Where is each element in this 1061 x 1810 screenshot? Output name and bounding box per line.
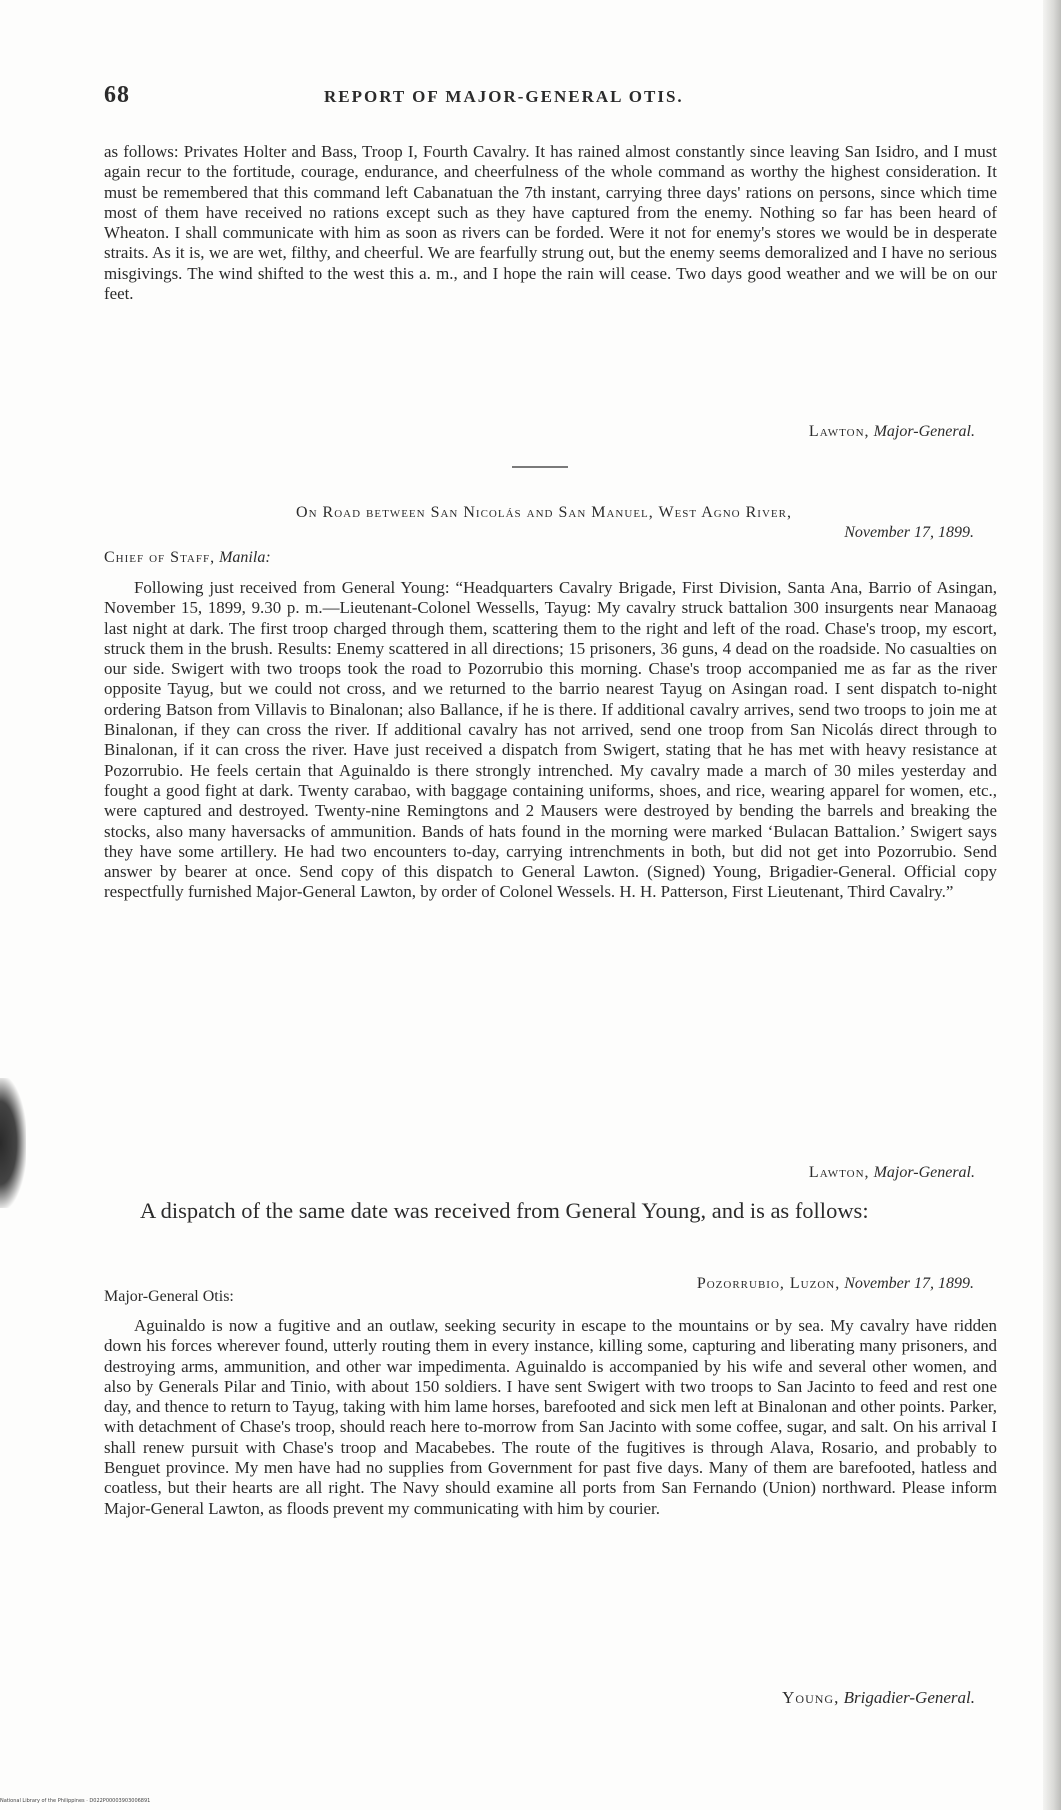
continued-paragraph: as follows: Privates Holter and Bass, Troop I, Fourth Cavalry. It has rained almost constantly since leaving San Isidro, and I must again recur to the fortitude, courage, endurance, and cheerfulness of the whole command as worthy the highest consideration. It must be remembered that this command left Cabanatuan the 7th instant, carrying three days' rations on persons, since which time most of them have received no rations except such as they have captured from the enemy. Nothing so far has been heard of Wheaton. I shall communicate with him as soon as rivers can be forded. Were it not for enemy's stores we would be in desperate straits. As it is, we are wet, filthy, and cheerful. We are fearfully strung out, but the enemy seems demoralized and I have no serious misgivings. The wind shifted to the west this a. m., and I hope the rain will cease. Two days good weather and we will be on our feet. [104, 142, 997, 304]
scan-edge-shadow [1043, 0, 1061, 1810]
dispatch-paragraph-young-2: Aguinaldo is now a fugitive and an outlaw, seeking security in escape to the mountains or by sea. My cavalry have ridden down his forces wherever found, utterly routing them in every instance, killing some, capturing and liberating many prisoners, and destroying arms, ammunition, and other war impedimenta. Aguinaldo is accompanied by his wife and several other women, and also by Generals Pilar and Tinio, with about 150 soldiers. I have sent Swigert with two troops to San Jacinto to feed and rest one day, and thence to return to Tayug, taking with him lame horses, barefooted and sick men left at Binalonan and other points. Parker, with detachment of Chase's troop, should reach here to-morrow from San Jacinto with some coffee, sugar, and salt. On his arrival I shall renew pursuit with Chase's troop and Macabebes. The route of the fugitives is through Alava, Rosario, and probably to Benguet province. My men have had no supplies from Government for past five days. Many of them are barefooted, hatless and coatless, but their hearts are all right. The Navy should examine all ports from San Fernando (Union) northward. Please inform Major-General Lawton, as floods prevent my communicating with him by courier. [104, 1316, 997, 1518]
section-divider [512, 466, 568, 468]
signature-title: Major-General. [873, 423, 975, 440]
signature-young [782, 1688, 975, 1708]
signature-lawton-2 [809, 1164, 975, 1182]
binding-thumb-shadow [0, 1078, 26, 1208]
addressee-otis: Major-General Otis: [104, 1288, 234, 1305]
signature-name: Lawton, [808, 1164, 870, 1181]
signature-title: Major-General. [873, 1164, 975, 1181]
addressee: Chief of Staff, Manila: [104, 549, 271, 566]
signature-title: Brigadier-General. [843, 1688, 975, 1707]
running-title: REPORT OF MAJOR-GENERAL OTIS. [324, 87, 684, 106]
signature-lawton-1 [809, 423, 975, 441]
library-footer: National Library of the Philippines · D022P00003903006891 [0, 1798, 151, 1804]
signature-name: Young, [782, 1688, 840, 1707]
page-number: 68 [104, 82, 130, 108]
signature-name: Lawton, [808, 423, 870, 440]
dispatch-paragraph-young-1: Following just received from General Young: “Headquarters Cavalry Brigade, First Division, Santa Ana, Barrio of Asingan, November 15, 1899, 9.30 p. m.—Lieutenant-Colonel Wessells, Tayug: My cavalry struck battalion 300 insurgents near Manaoag last night at dark. The first troop charged through them, scattering them to the right and left of the road. Chase's troop, my escort, struck them in the brush. Results: Enemy scattered in all directions; 15 prisoners, 36 guns, 4 dead on the roadside. No casualties on our side. Swigert with two troops took the road to Pozorrubio this morning. Chase's troop accompanied me as far as the river opposite Tayug, but we could not cross, and we returned to the barrio nearest Tayug on Asingan road. I sent dispatch to-night ordering Batson from Villavis to Binalonan; also Ballance, if he is there. If additional cavalry arrives, send two troops to join me at Binalonan, if they can cross the river. If additional cavalry has not arrived, send one troop from San Nicolás direct through to Binalonan, if it can cross the river. Have just received a dispatch from Swigert, stating that he has met with heavy resistance at Pozorrubio. He feels certain that Aguinaldo is there strongly intrenched. My cavalry made a march of 30 miles yesterday and fought a good fight at dark. Twenty carabao, with baggage containing uniforms, shoes, and rice, wearing apparel for women, etc., were captured and destroyed. Twenty-nine Remingtons and 2 Mausers were destroyed by bending the barrels and breaking the stocks, also many haversacks of ammunition. Bands of hats found in the morning were marked ‘Bulacan Battalion.’ Swigert says they have some artillery. He had two encounters to-day, carrying intrenchments in both, but did not get into Pozorrubio. Send answer by bearer at once. Send copy of this dispatch to General Lawton. (Signed) Young, Brigadier-General. Official copy respectfully furnished Major-General Lawton, by order of Colonel Wessels. H. H. Patterson, First Lieutenant, Third Cavalry.” [104, 578, 997, 902]
dateline-date: November 17, 1899. [844, 524, 974, 541]
dateline-pozorrubio: Pozorrubio, Luzon, November 17, 1899. [696, 1275, 974, 1292]
lead-paragraph: A dispatch of the same date was received from General Young, and is as follows: [140, 1198, 869, 1223]
page-header [104, 82, 984, 112]
dateline-place: On Road between San Nicolás and San Manuel, West Agno River, [296, 504, 792, 521]
